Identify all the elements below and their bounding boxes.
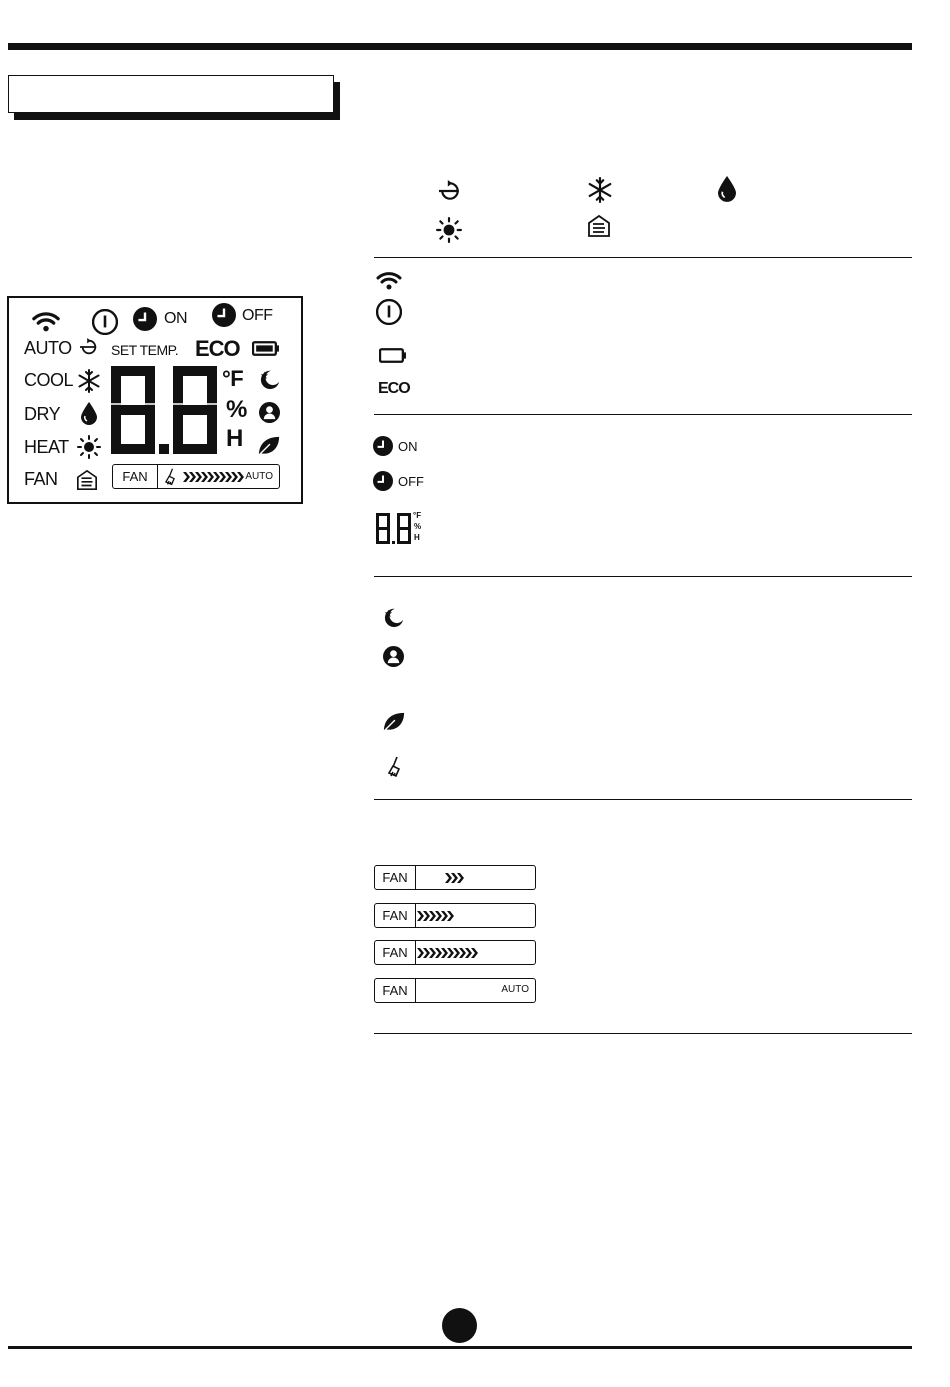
section-divider [374, 1033, 912, 1034]
fan-speed-bar-medium [374, 903, 536, 928]
timer-off-label: OFF [398, 474, 424, 489]
page-number-badge [442, 1308, 477, 1343]
battery-icon [252, 341, 280, 356]
leaf-icon [257, 435, 281, 457]
snowflake-icon [77, 369, 101, 393]
lcd-off-label: OFF [242, 307, 273, 324]
lcd-cool-label: COOL [24, 370, 74, 390]
lcd-temperature-digits [109, 364, 227, 456]
fan-house-icon [587, 214, 611, 238]
lcd-unit-fahrenheit: °F [222, 366, 244, 391]
fan-level-chevrons [445, 872, 469, 884]
section-divider [374, 576, 912, 577]
leaf-icon [382, 711, 406, 733]
sun-icon [77, 435, 101, 459]
fan-bar-label: FAN [375, 866, 416, 889]
wifi-icon [31, 311, 61, 333]
lcd-on-label: ON [164, 310, 187, 327]
lcd-fan-auto-label: AUTO [245, 471, 273, 482]
fan-bar-label: FAN [375, 979, 416, 1002]
clean-brush-icon [163, 468, 177, 486]
lcd-display-panel [7, 296, 303, 504]
sun-icon [436, 217, 462, 243]
fan-bar-label: FAN [375, 941, 416, 964]
eco-icon: ECO [378, 380, 410, 397]
snowflake-icon [587, 177, 613, 203]
clean-brush-icon [385, 756, 403, 778]
fan-level-chevrons [183, 471, 245, 483]
timer-off-clock-icon [373, 471, 393, 491]
lcd-dry-label: DRY [24, 404, 61, 424]
mini-unit-f: °F [413, 511, 422, 520]
person-icon [383, 646, 404, 667]
fan-auto-label: AUTO [501, 984, 529, 995]
power-icon [376, 299, 402, 325]
fan-level-chevrons [417, 910, 461, 922]
mini-unit-percent: % [414, 522, 422, 531]
sleep-moon-icon [258, 368, 280, 390]
section-divider [374, 799, 912, 800]
timer-on-clock-icon [373, 436, 393, 456]
person-icon [259, 402, 280, 423]
fan-speed-bar-low [374, 865, 536, 890]
auto-cycle-icon [437, 180, 463, 202]
timer-on-clock-icon [133, 307, 157, 331]
sleep-moon-icon [382, 606, 404, 628]
section-title-box [8, 75, 334, 113]
fan-bar-label: FAN [113, 465, 158, 488]
droplet-icon [718, 176, 736, 203]
lcd-fan-label: FAN [24, 469, 58, 489]
wifi-icon [375, 271, 403, 291]
fan-speed-bar-high [374, 940, 536, 965]
lcd-eco-label: ECO [195, 336, 240, 361]
fan-speed-bar-auto [374, 978, 536, 1003]
lcd-fan-speed-bar [112, 464, 280, 489]
bottom-rule [8, 1346, 912, 1349]
lcd-auto-label: AUTO [24, 338, 72, 358]
auto-cycle-icon [78, 338, 100, 356]
lcd-set-temp-label: SET TEMP. [111, 342, 179, 358]
top-rule [8, 43, 912, 50]
droplet-icon [81, 402, 97, 426]
section-divider [374, 257, 912, 258]
timer-on-label: ON [398, 439, 418, 454]
section-divider [374, 414, 912, 415]
battery-icon [379, 348, 407, 363]
fan-level-chevrons [417, 947, 485, 959]
fan-house-icon [76, 469, 98, 491]
fan-bar-label: FAN [375, 904, 416, 927]
lcd-unit-hour: H [226, 425, 243, 452]
lcd-unit-percent: % [226, 396, 247, 423]
mini-unit-h: H [414, 533, 420, 542]
timer-off-clock-icon [212, 303, 236, 327]
lcd-heat-label: HEAT [24, 437, 69, 457]
power-icon [92, 309, 118, 335]
